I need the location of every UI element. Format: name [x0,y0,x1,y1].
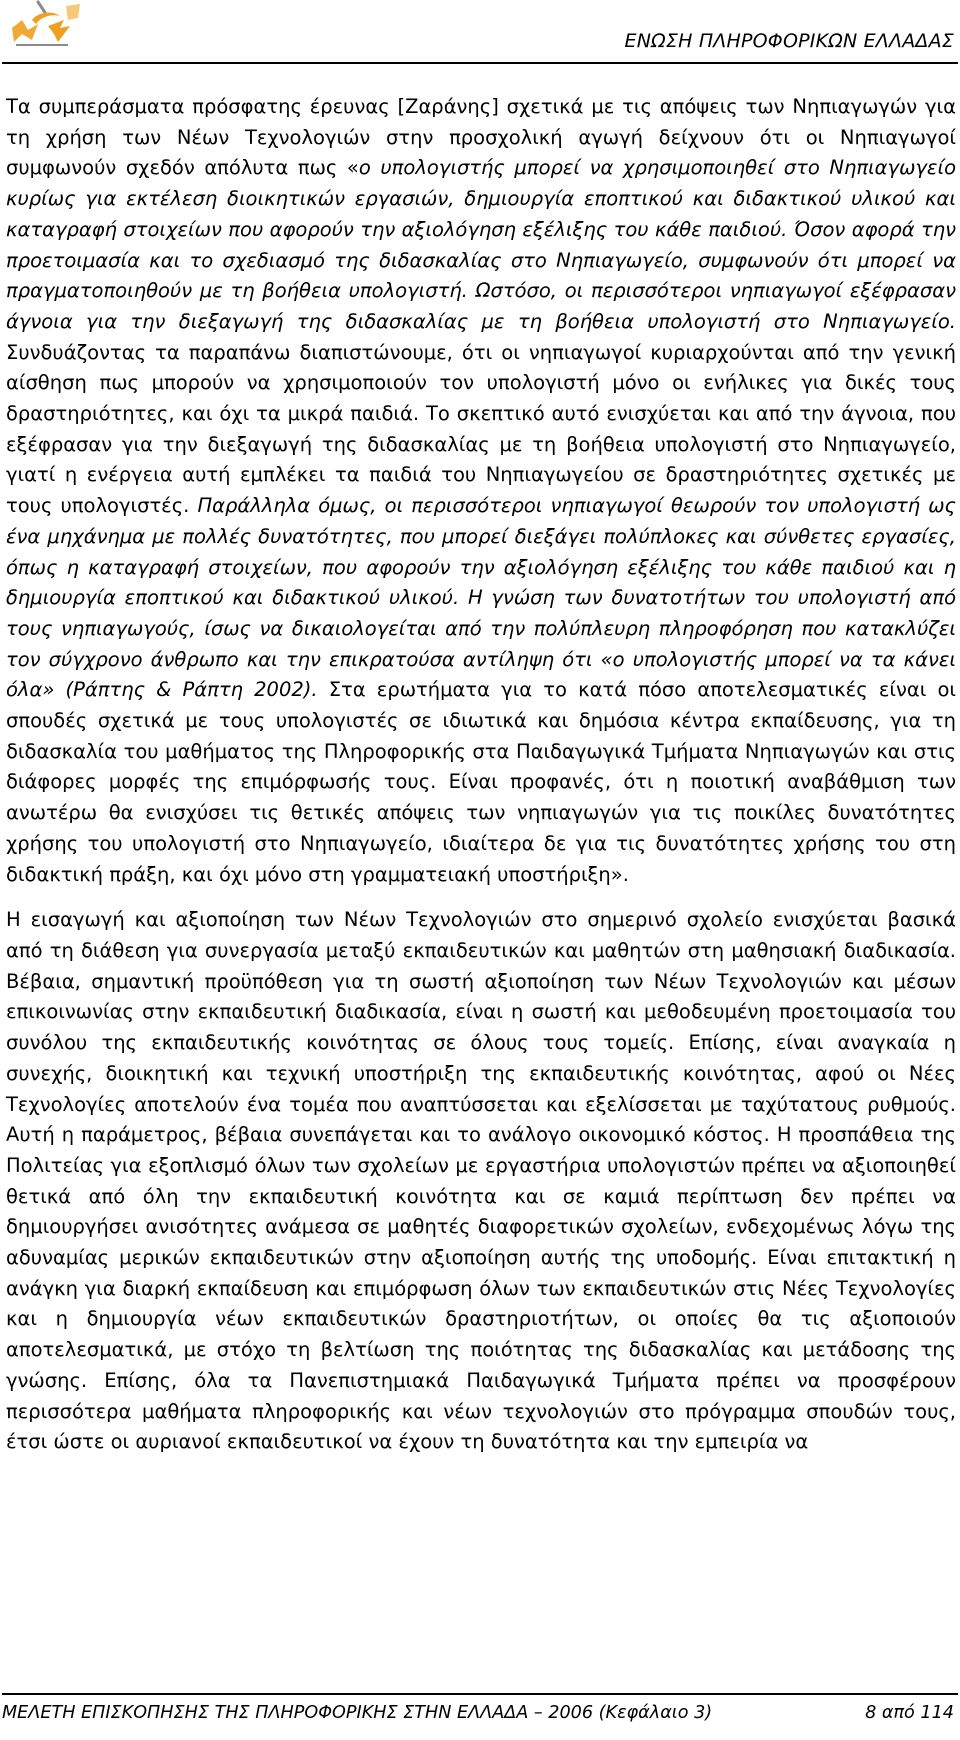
page-footer [2,1703,954,1723]
text-segment: Στα ερωτήματα για το κατά πόσο αποτελεσματικές είναι οι σπουδές σχετικά με τους υπολογιστές σε ιδιωτικά και δημόσια κέντρα εκπαίδευσης, για τη διδασκαλία του μαθήματος της Πληροφορικής στα Παιδαγωγικά Τμήματα Νηπιαγωγών και στις διάφορες μορφές της επιμόρφωσής τους. Είναι προφανές, ότι η ποιοτική αναβάθμιση των ανωτέρω θα ενισχύσει τις θετικές απόψεις των νηπιαγωγών για τις ποικίλες δυνατότητες χρήσης του υπολογιστή στο Νηπιαγωγείο, ιδιαίτερα δε για τις δυνατότητες χρήσης του στη διδακτική πράξη, και όχι μόνο στη γραμματειακή υποστήριξη». [6,678,956,886]
footer-title: ΜΕΛΕΤΗ ΕΠΙΣΚΟΠΗΣΗΣ ΤΗΣ ΠΛΗΡΟΦΟΡΙΚΗΣ ΣΤΗΝ ΕΛΛΑΔΑ – 2006 (Κεφάλαιο 3) [2,1703,713,1723]
logo-graphic [8,0,88,52]
text-segment: Παράλληλα όμως, οι περισσότεροι νηπιαγωγοί θεωρούν τον υπολογιστή ως ένα μηχάνημα με πολλές δυνατότητες, που μπορεί διεξάγει πολύπλοκες και σύνθετες εργασίες, όπως η καταγραφή στοιχείων, που αφορούν την αξιολόγηση εξέλιξης του κάθε παιδιού και η δημιουργία εποπτικού και διδακτικού υλικού. [6,494,956,610]
footer-divider [2,1693,958,1695]
text-segment: Συνδυάζοντας τα παραπάνω διαπιστώνουμε, ότι οι νηπιαγωγοί κυριαρχούνται από την γενική αίσθηση πως μπορούν να χρησιμοποιούν τον υπολογιστή μόνο οι ενήλικες για δικές τους δραστηριότητες, και όχι τα μικρά παιδιά. Το σκεπτικό αυτό ενισχύεται και από την άγνοια, που εξέφρασαν για την διεξαγωγή της διδασκαλίας με τη βοήθεια υπολογιστή στο Νηπιαγωγείο, γιατί η ενέργεια αυτή εμπλέκει τα παιδιά του Νηπιαγωγείου σε δραστηριότητες σχετικές με τους υπολογιστές. [6,340,956,518]
page-number: 8 από 114 [865,1703,954,1723]
text-segment: Η γνώση των δυνατοτήτων του υπολογιστή από τους νηπιαγωγούς, ίσως να δικαιολογείται από την πολύπλευρη πληροφόρηση που κατακλύζει τον σύγχρονο άνθρωπο και την επικρατούσα αντίληψη ότι «ο υπολογιστής μπορεί να τα κάνει όλα» (Ράπτης & Ράπτη 2002). [6,586,957,702]
header-org-name: ΕΝΩΣΗ ΠΛΗΡΟΦΟΡΙΚΩΝ ΕΛΛΑΔΑΣ [624,30,954,52]
union-logo [8,0,88,52]
paragraph [6,92,956,890]
text-segment: Η εισαγωγή και αξιοποίηση των Νέων Τεχνολογιών στο σημερινό σχολείο ενισχύεται βασικά από τη διάθεση για συνεργασία μεταξύ εκπαιδευτικών και μαθητών στη μαθησιακή διαδικασία. Βέβαια, σημαντική προϋπόθεση για τη σωστή αξιοποίηση των Νέων Τεχνολογιών και μέσων επικοινωνίας στην εκπαιδευτική διαδικασία, είναι η σωστή και μεθοδευμένη προετοιμασία του συνόλου της εκπαιδευτικής κοινότητας σε όλους τους τομείς. Επίσης, είναι αναγκαία η συνεχής, διοικητική και τεχνική υποστήριξη της εκπαιδευτικής κοινότητας, αφού οι Νέες Τεχνολογίες αποτελούν ένα τομέα που αναπτύσσεται και εξελίσσεται με ταχύτατους ρυθμούς. Αυτή η παράμετρος, βέβαια συνεπάγεται και το ανάλογο οικονομικό κόστος. Η προσπάθεια της Πολιτείας για εξοπλισμό όλων των σχολείων με εργαστήρια υπολογιστών πρέπει να αξιοποιηθεί θετικά από όλη την εκπαιδευτική κοινότητα και σε καμιά περίπτωση δεν πρέπει να δημιουργήσει ανισότητες ανάμεσα σε μαθητές διαφορετικών σχολείων, ενδεχομένως λόγω της αδυναμίας μερικών εκπαιδευτικών στην αξιοποίηση αυτής της υποδομής. Είναι επιτακτική η ανάγκη για διαρκή εκπαίδευση και επιμόρφωση όλων των εκπαιδευτικών στις Νέες Τεχνολογίες και η δημιουργία νέων εκπαιδευτικών δραστηριοτήτων, οι οποίες θα τις αξιοποιούν αποτελεσματικά, με στόχο τη βελτίωση της ποιότητας της διδασκαλίας και μετάδοσης της γνώσης. Επίσης, όλα τα Πανεπιστημιακά Παιδαγωγικά Τμήματα πρέπει να προσφέρουν περισσότερα μαθήματα πληροφορικής και νέων τεχνολογιών στο πρόγραμμα σπουδών τους, έτσι ώστε οι αυριανοί εκπαιδευτικοί να έχουν τη δυνατότητα και την εμπειρία να [6,908,956,1454]
text-segment: ο υπολογιστής μπορεί να χρησιμοποιηθεί στο Νηπιαγωγείο κυρίως για εκτέλεση διοικητικών εργασιών, δημιουργία εποπτικού και διδακτικού υλικού και καταγραφή στοιχείων που αφορούν την αξιολόγηση εξέλιξης του κάθε παιδιού. Όσον αφορά την προετοιμασία και το σχεδιασμό της διδασκαλίας στο Νηπιαγωγείο, συμφωνούν ότι μπορεί να πραγματοποιηθούν με τη βοήθεια υπολογιστή. Ωστόσο, οι περισσότεροι νηπιαγωγοί εξέφρασαν άγνοια για την διεξαγωγή της διδασκαλίας με τη βοήθεια υπολογιστή στο Νηπιαγωγείο. [6,156,957,333]
paragraph [6,905,956,1458]
document-body [6,92,956,1458]
text-segment: Τα συμπεράσματα πρόσφατης έρευνας [Ζαράνης] σχετικά με τις απόψεις των Νηπιαγωγών για τη χρήση των Νέων Τεχνολογιών στην προσχολική αγωγή δείχνουν ότι οι Νηπιαγωγοί συμφωνούν σχεδόν απόλυτα πως « [6,95,956,180]
header-divider [2,62,958,64]
